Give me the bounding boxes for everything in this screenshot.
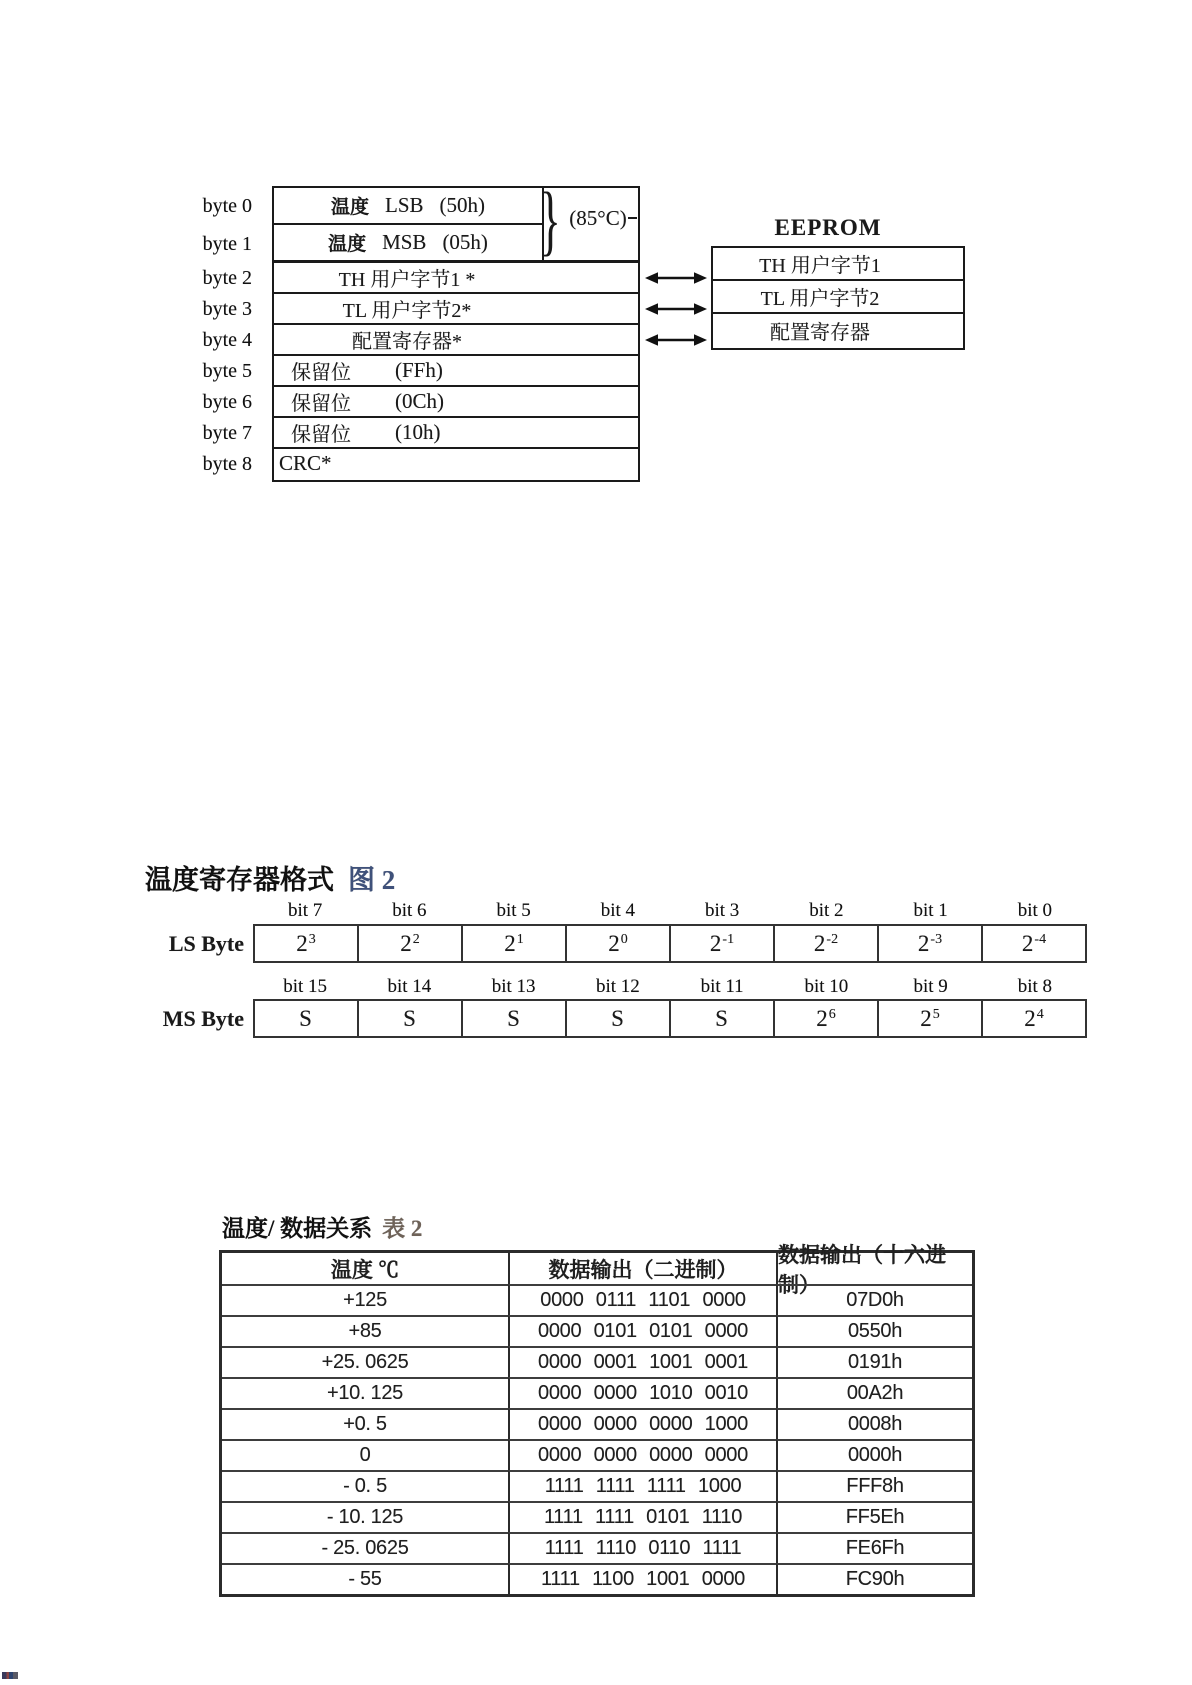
temperature-cell: +10. 125	[222, 1377, 508, 1408]
hex-output-cell: 00A2h	[776, 1377, 972, 1408]
temperature-cell: +85	[222, 1315, 508, 1346]
register-bit-cell: 2 $^{-4}$	[981, 926, 1085, 961]
temp-label-msb: MSB	[382, 230, 427, 254]
eeprom-row: 配置寄存器	[770, 322, 870, 344]
register-bit-cell: 2 $^5$	[877, 1001, 981, 1036]
binary-output-cell: 0000 0001 1001 0001	[508, 1346, 776, 1377]
scratchpad-row-register	[274, 325, 638, 356]
ms-byte-label: MS Byte	[162, 1005, 244, 1031]
register-bit-cell	[255, 1001, 357, 1036]
temp-lsb-cell	[274, 188, 544, 225]
bidirectional-arrow-icon	[645, 271, 707, 285]
bit-label: bit 14	[387, 976, 432, 997]
binary-output-cell: 0000 0111 1101 0000	[508, 1284, 776, 1315]
binary-output-cell: 1111 1100 1001 0000	[508, 1563, 776, 1594]
bit-label: bit 15	[283, 976, 328, 997]
bit-label: bit 8	[1017, 976, 1053, 997]
eeprom-title: EEPROM	[774, 215, 882, 240]
reserved-label: 保留位	[291, 362, 351, 384]
bit-label: bit 2	[809, 900, 844, 921]
hex-output-cell: FFF8h	[776, 1470, 972, 1501]
binary-output-cell: 0000 0000 1010 0010	[508, 1377, 776, 1408]
temp-annotation	[568, 188, 638, 248]
bit-label: bit 7	[287, 900, 323, 921]
table2-ref: 表 2	[382, 1216, 423, 1241]
temp-label-cn: 温度	[330, 197, 369, 218]
binary-output-cell: 1111 1111 0101 1110	[508, 1501, 776, 1532]
byte-label: byte 8	[202, 453, 252, 475]
bit-label: bit 11	[700, 976, 744, 997]
register-bit-cell	[565, 1001, 669, 1036]
register-bit-cell: 2 $^6$	[773, 1001, 877, 1036]
scan-artifact	[2, 1672, 18, 1679]
ls-bit-labels	[253, 900, 1087, 922]
figure2-title-text: 温度寄存器格式	[145, 865, 334, 895]
byte-label: byte 1	[202, 232, 252, 255]
temp-annotation-text: (85°C)	[569, 205, 627, 230]
register-bit-cell: 2 $^0$	[565, 926, 669, 961]
register-bit-cell: 2 $^3$	[296, 930, 316, 956]
ms-byte-cells	[253, 999, 1087, 1038]
byte-label: byte 0	[202, 195, 252, 217]
temperature-cell: 0	[222, 1439, 508, 1470]
bit-value-base: 2	[917, 930, 930, 956]
byte-label: byte 6	[202, 391, 252, 413]
table-header-cell: 温度 ℃	[222, 1253, 508, 1285]
bit-value-base: S	[299, 1005, 312, 1031]
reserved-hex: (0Ch)	[395, 389, 444, 413]
hex-output-cell: FF5Eh	[776, 1501, 972, 1532]
bit-value-base: 2	[296, 930, 308, 956]
binary-output-cell: 0000 0000 0000 1000	[508, 1408, 776, 1439]
temp-msb-hex: (05h)	[442, 230, 488, 254]
register-bit-cell: 2 $^{-2}$	[773, 926, 877, 961]
figure2-ref: 图 2	[348, 865, 396, 895]
scratchpad-row-crc	[274, 449, 638, 478]
bit-value-base: S	[715, 1005, 728, 1031]
bit-value-base: S	[611, 1005, 624, 1031]
binary-output-cell: 1111 1110 0110 1111	[508, 1532, 776, 1563]
bit-value-base: 2	[920, 1005, 932, 1031]
bidirectional-arrow-icon	[645, 333, 707, 347]
table-header-cell: 数据输出（二进制）	[508, 1253, 776, 1285]
bidirectional-arrow-icon	[645, 302, 707, 316]
bit-label: bit 4	[600, 900, 636, 921]
crc-label: CRC*	[279, 451, 332, 475]
bit-value-base: 2	[400, 930, 412, 956]
temperature-cell: - 0. 5	[222, 1470, 508, 1501]
bit-value-base: 2	[816, 1005, 828, 1031]
bit-label: bit 13	[491, 976, 536, 997]
bit-label: bit 1	[913, 900, 948, 921]
hex-output-cell: 0008h	[776, 1408, 972, 1439]
table2-title-text: 温度/ 数据关系	[222, 1216, 373, 1241]
bit-value-base: S	[507, 1005, 520, 1031]
temperature-cell: - 10. 125	[222, 1501, 508, 1532]
temperature-cell: +0. 5	[222, 1408, 508, 1439]
reserved-label: 保留位	[291, 393, 351, 415]
bit-label: bit 0	[1017, 900, 1053, 921]
hex-output-cell: 0550h	[776, 1315, 972, 1346]
temperature-data-table	[219, 1242, 975, 1597]
register-bit-cell: 2 $^4$	[981, 1001, 1085, 1036]
bit-label: bit 5	[496, 900, 531, 921]
byte-label: byte 3	[202, 298, 252, 320]
bit-label: bit 6	[392, 900, 427, 921]
temp-lsb-hex: (50h)	[439, 193, 486, 217]
hex-output-cell: FE6Fh	[776, 1532, 972, 1563]
byte-label: byte 5	[202, 360, 252, 382]
reserved-hex: (FFh)	[395, 358, 443, 382]
bit-value-base: 2	[608, 930, 620, 956]
hex-output-cell: 0000h	[776, 1439, 972, 1470]
bit-value-base: 2	[813, 930, 826, 956]
register-row-label: 配置寄存器*	[352, 331, 462, 353]
register-bit-cell: 2 $^{-3}$	[877, 926, 981, 961]
reserved-label: 保留位	[291, 424, 351, 446]
temperature-cell: +25. 0625	[222, 1346, 508, 1377]
bit-value-base: S	[403, 1005, 416, 1031]
scratchpad-row-reserved	[274, 418, 638, 449]
register-bit-cell	[357, 1001, 461, 1036]
register-bit-cell	[669, 1001, 773, 1036]
hex-output-cell: FC90h	[776, 1563, 972, 1594]
table-header-cell: 数据输出（十六进制）	[776, 1253, 972, 1285]
bit-value-base: 2	[709, 930, 722, 956]
temp-label-lsb: LSB	[385, 193, 424, 217]
temp-msb-cell	[274, 225, 544, 260]
table2-title	[222, 1210, 422, 1243]
register-bit-cell: 2 $^1$	[461, 926, 565, 961]
brace-glyph: }	[540, 176, 561, 263]
scratchpad-row-register	[274, 263, 638, 294]
register-bit-cell	[461, 1001, 565, 1036]
ls-byte-cells	[253, 924, 1087, 963]
temperature-cell: +125	[222, 1284, 508, 1315]
ls-byte-label: LS Byte	[168, 930, 244, 956]
hex-output-cell: 0191h	[776, 1346, 972, 1377]
binary-output-cell: 1111 1111 1111 1000	[508, 1470, 776, 1501]
scratchpad-row-register	[274, 294, 638, 325]
eeprom-row: TL 用户字节2	[713, 281, 963, 314]
scratchpad-row-reserved	[274, 356, 638, 387]
byte-label-column	[182, 188, 260, 480]
temperature-cell: - 55	[222, 1563, 508, 1594]
bit-label: bit 10	[804, 976, 849, 997]
bit-value-base: 2	[1021, 930, 1034, 956]
binary-output-cell: 0000 0101 0101 0000	[508, 1315, 776, 1346]
register-row-label: TH 用户字节1 *	[338, 269, 476, 291]
eeprom-box	[711, 246, 965, 350]
bit-label: bit 9	[913, 976, 948, 997]
bit-value-base: 2	[1024, 1005, 1036, 1031]
binary-output-cell: 0000 0000 0000 0000	[508, 1439, 776, 1470]
bit-label: bit 3	[704, 900, 740, 921]
hex-output-cell: 07D0h	[776, 1284, 972, 1315]
eeprom-row: TH 用户字节1	[713, 248, 963, 281]
byte-label: byte 4	[202, 329, 252, 351]
reserved-hex: (10h)	[395, 420, 441, 444]
ms-bit-labels	[253, 976, 1087, 998]
byte-label: byte 2	[202, 267, 252, 289]
bit-label: bit 12	[595, 976, 640, 997]
register-row-label: TL 用户字节2*	[342, 300, 472, 322]
register-bit-cell: 2 $^{-1}$	[669, 926, 773, 961]
scratchpad-row-reserved	[274, 387, 638, 418]
temperature-cell: - 25. 0625	[222, 1532, 508, 1563]
bit-value-base: 2	[504, 930, 516, 956]
figure2-title	[145, 858, 395, 897]
register-bit-cell: 2 $^2$	[357, 926, 461, 961]
connector-dash	[628, 217, 637, 219]
byte-label: byte 7	[202, 422, 252, 444]
scratchpad-memory-box	[272, 176, 640, 482]
temp-label-cn: 温度	[328, 234, 367, 255]
